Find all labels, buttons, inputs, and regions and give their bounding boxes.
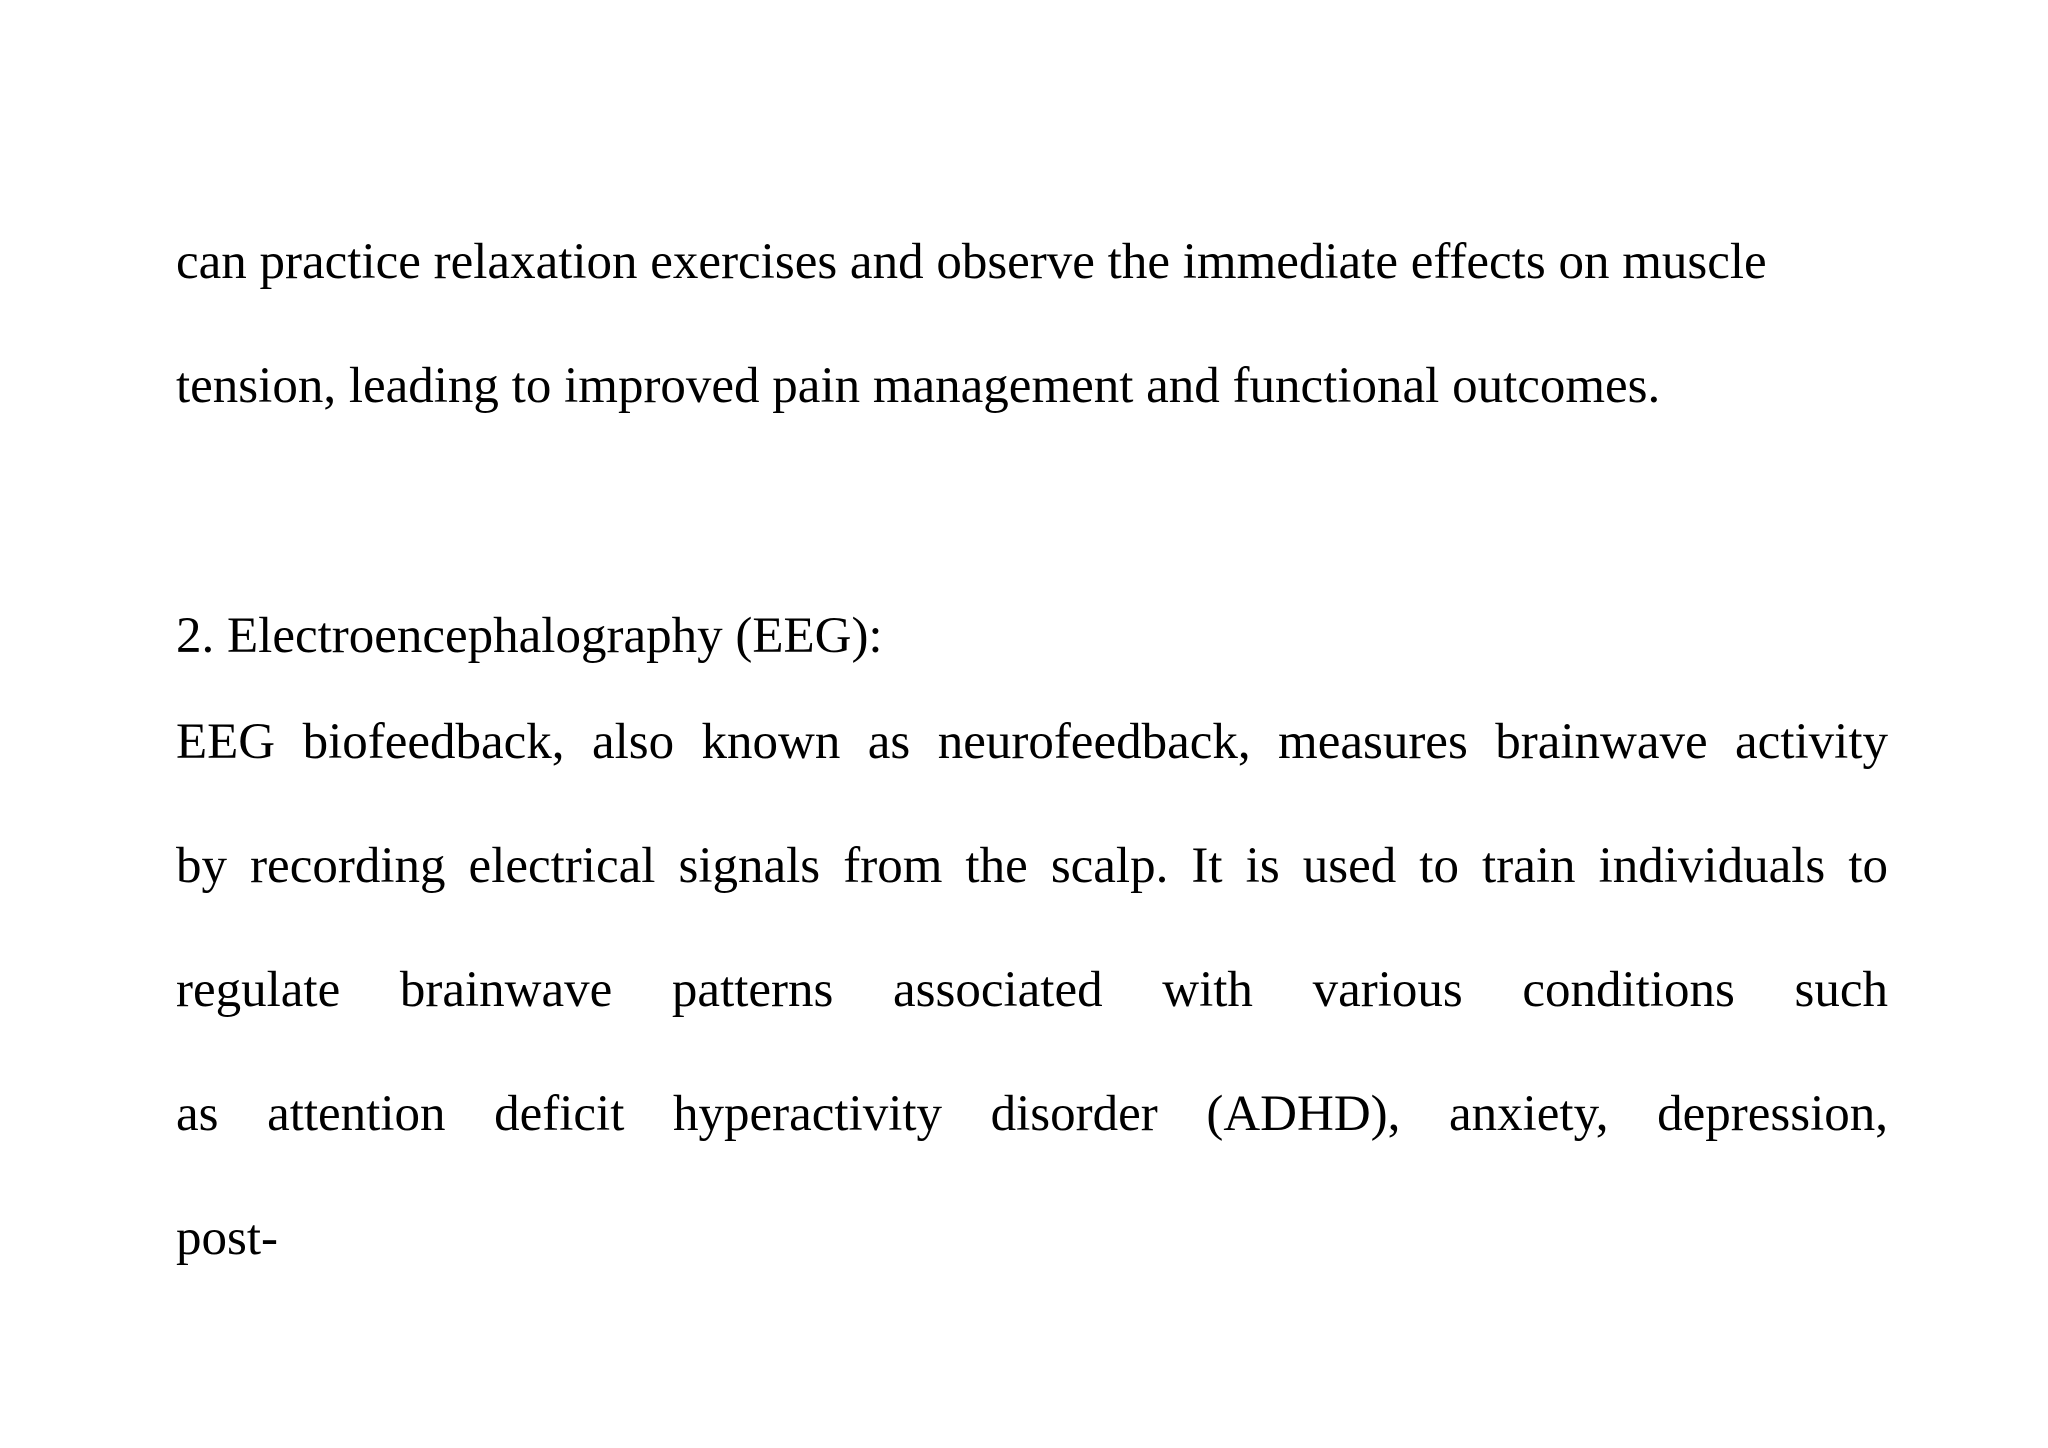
paragraph-1-line-1: can practice relaxation exercises and observe the immediate effects on muscle — [176, 234, 1767, 290]
paragraph-1-line-2: tension, leading to improved pain management and functional outcomes. — [176, 358, 1661, 414]
section-2-line-5: post- — [176, 1210, 278, 1266]
section-2-line-4: as attention deficit hyperactivity disorder (ADHD), anxiety, depression, — [176, 1086, 1888, 1142]
section-2-line-3: regulate brainwave patterns associated with various conditions such — [176, 962, 1888, 1018]
section-2-line-1: EEG biofeedback, also known as neurofeedback, measures brainwave activity — [176, 714, 1888, 770]
section-2-line-2: by recording electrical signals from the scalp. It is used to train individuals to — [176, 838, 1888, 894]
section-2-heading: 2. Electroencephalography (EEG): — [176, 608, 883, 664]
